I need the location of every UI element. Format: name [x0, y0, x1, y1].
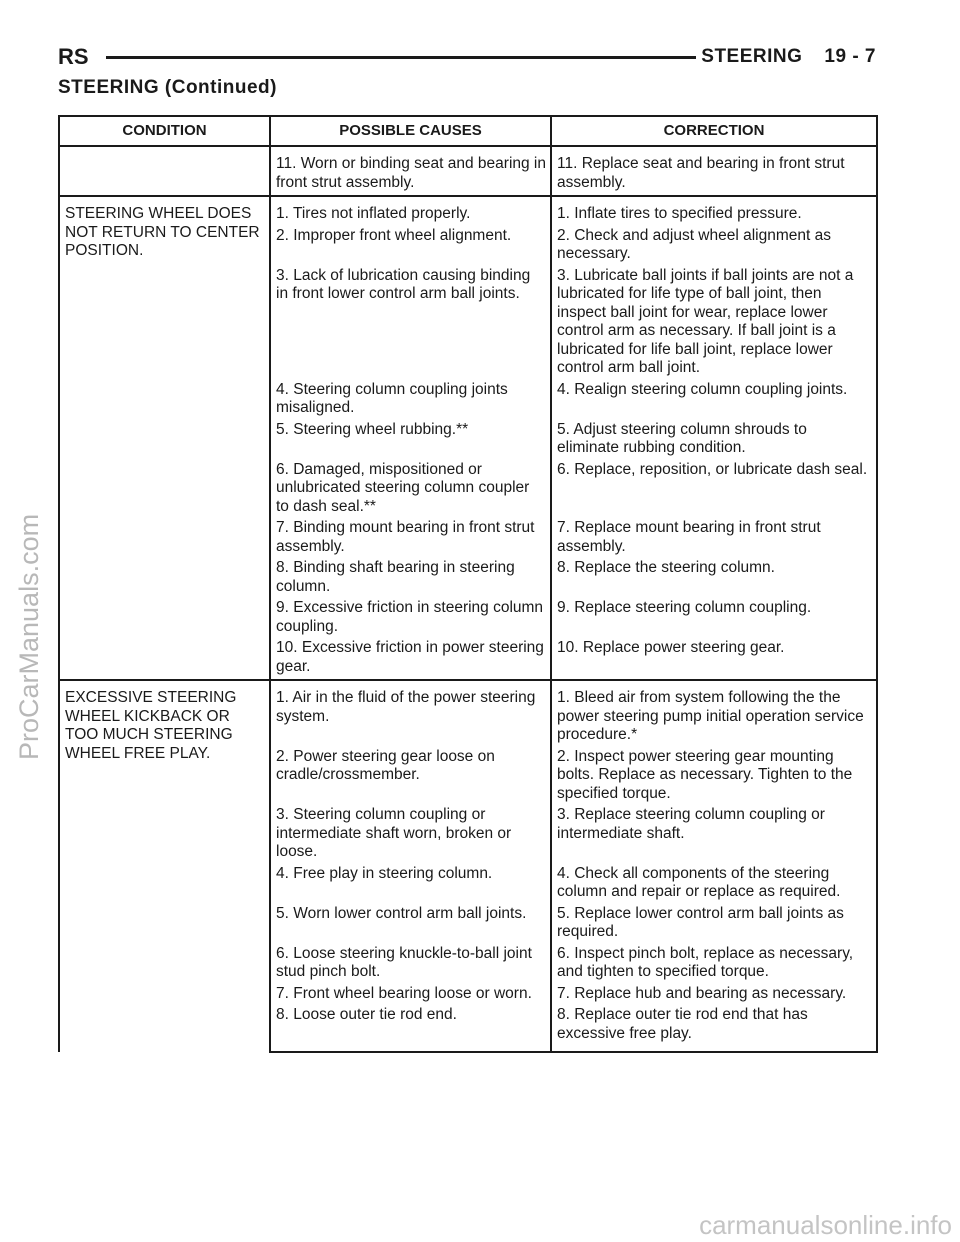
correction-cell: 8. Replace the steering column.	[551, 559, 877, 599]
correction-cell: 10. Replace power steering gear.	[551, 639, 877, 680]
correction-cell: 2. Inspect power steering gear mounting bolts. Replace as necessary. Tighten to the specified torque.	[551, 748, 877, 807]
condition-cell	[59, 146, 270, 196]
cause-cell: 6. Damaged, mispositioned or unlubricated steering column coupler to dash seal.**	[270, 461, 551, 520]
cause-cell: 6. Loose steering knuckle-to-ball joint stud pinch bolt.	[270, 945, 551, 985]
correction-cell: 3. Replace steering column coupling or intermediate shaft.	[551, 806, 877, 865]
correction-cell: 8. Replace outer tie rod end that has excessive free play.	[551, 1006, 877, 1052]
correction-cell: 4. Check all components of the steering column and repair or replace as required.	[551, 865, 877, 905]
correction-cell: 1. Inflate tires to specified pressure.	[551, 196, 877, 227]
page-header	[58, 44, 876, 72]
table-header-row	[59, 116, 877, 146]
cause-cell: 7. Binding mount bearing in front strut assembly.	[270, 519, 551, 559]
header-rule	[106, 56, 696, 59]
cause-cell: 2. Improper front wheel alignment.	[270, 227, 551, 267]
header-page-number: 19 - 7	[824, 46, 876, 67]
header-section-name: STEERING	[701, 46, 803, 67]
correction-cell: 6. Inspect pinch bolt, replace as necessary, and tighten to specified torque.	[551, 945, 877, 985]
cause-cell: 3. Lack of lubrication causing binding in front lower control arm ball joints.	[270, 267, 551, 381]
header-section-code: RS	[58, 44, 89, 69]
correction-cell: 5. Replace lower control arm ball joints as required.	[551, 905, 877, 945]
diagnosis-table	[58, 115, 878, 1053]
cause-cell: 3. Steering column coupling or intermediate shaft worn, broken or loose.	[270, 806, 551, 865]
cause-cell: 11. Worn or binding seat and bearing in front strut assembly.	[270, 146, 551, 196]
condition-cell: STEERING WHEEL DOES NOT RETURN TO CENTER POSITION.	[59, 196, 270, 680]
correction-cell: 11. Replace seat and bearing in front strut assembly.	[551, 146, 877, 196]
cause-cell: 2. Power steering gear loose on cradle/crossmember.	[270, 748, 551, 807]
cause-cell: 4. Free play in steering column.	[270, 865, 551, 905]
cause-cell: 5. Steering wheel rubbing.**	[270, 421, 551, 461]
table-row	[59, 196, 877, 227]
column-header-correction: CORRECTION	[551, 116, 877, 146]
correction-cell: 6. Replace, reposition, or lubricate dash seal.	[551, 461, 877, 520]
correction-cell: 7. Replace mount bearing in front strut assembly.	[551, 519, 877, 559]
column-header-possible-causes: POSSIBLE CAUSES	[270, 116, 551, 146]
correction-cell: 3. Lubricate ball joints if ball joints are not a lubricated for life type of ball joint, then inspect ball joint for wear, replace lower control arm as necessary. If ball joint is a lubricated for life ball joint, replace lower control arm ball joint.	[551, 267, 877, 381]
correction-cell: 5. Adjust steering column shrouds to eliminate rubbing condition.	[551, 421, 877, 461]
side-watermark: ProCarManuals.com	[14, 513, 44, 760]
cause-cell: 4. Steering column coupling joints misaligned.	[270, 381, 551, 421]
table-row	[59, 680, 877, 748]
footer-watermark: carmanualsonline.info	[699, 1210, 952, 1240]
cause-cell: 9. Excessive friction in steering column coupling.	[270, 599, 551, 639]
cause-cell: 1. Air in the fluid of the power steering system.	[270, 680, 551, 748]
correction-cell: 9. Replace steering column coupling.	[551, 599, 877, 639]
cause-cell: 7. Front wheel bearing loose or worn.	[270, 985, 551, 1007]
condition-cell: EXCESSIVE STEERING WHEEL KICKBACK OR TOO MUCH STEERING WHEEL FREE PLAY.	[59, 680, 270, 1052]
cause-cell: 8. Loose outer tie rod end.	[270, 1006, 551, 1052]
cause-cell: 5. Worn lower control arm ball joints.	[270, 905, 551, 945]
correction-cell: 1. Bleed air from system following the the power steering pump initial operation service procedure.*	[551, 680, 877, 748]
table-row	[59, 146, 877, 196]
cause-cell: 1. Tires not inflated properly.	[270, 196, 551, 227]
header-right	[679, 46, 876, 68]
cause-cell: 8. Binding shaft bearing in steering column.	[270, 559, 551, 599]
correction-cell: 4. Realign steering column coupling joints.	[551, 381, 877, 421]
correction-cell: 2. Check and adjust wheel alignment as necessary.	[551, 227, 877, 267]
section-title: STEERING (Continued)	[58, 77, 277, 98]
cause-cell: 10. Excessive friction in power steering gear.	[270, 639, 551, 680]
column-header-condition: CONDITION	[59, 116, 270, 146]
correction-cell: 7. Replace hub and bearing as necessary.	[551, 985, 877, 1007]
